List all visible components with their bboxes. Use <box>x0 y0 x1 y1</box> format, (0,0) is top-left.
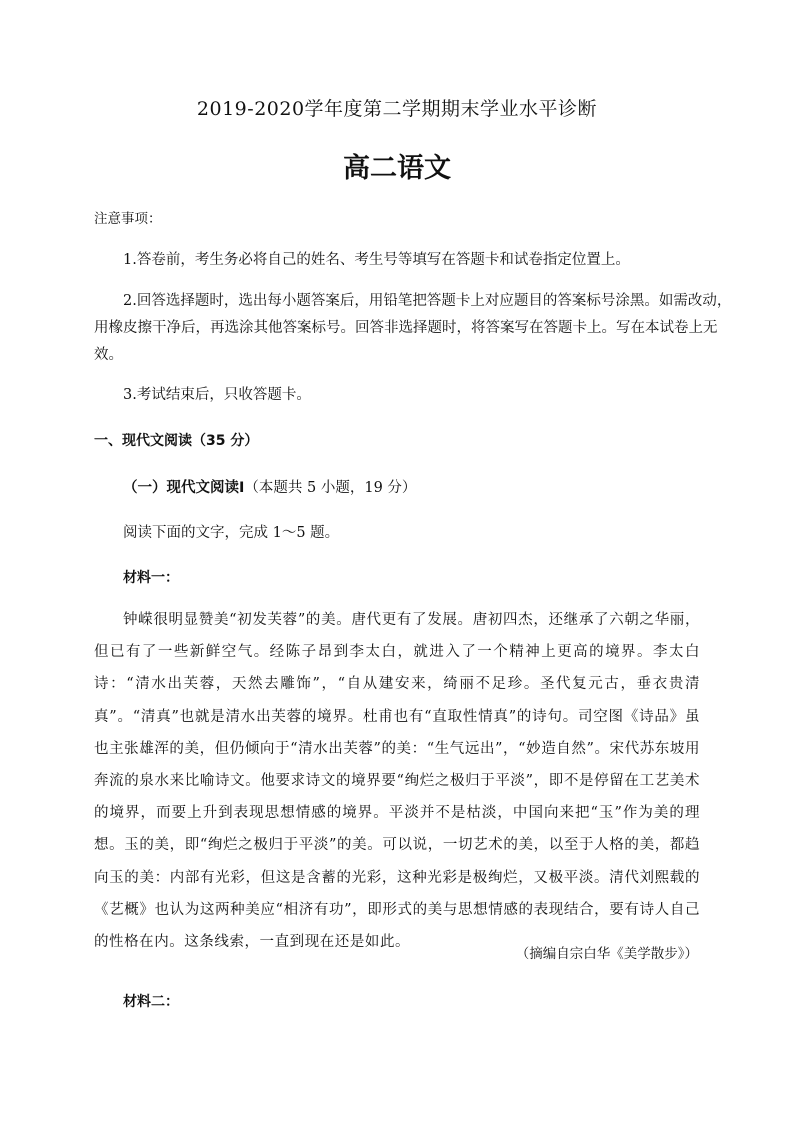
note-item-1: 1.答卷前，考生务必将自己的姓名、考生号等填写在答题卡和试卷指定位置上。 <box>123 252 630 268</box>
material-1-label: 材料一： <box>123 570 179 586</box>
notes-label: 注意事项： <box>94 211 162 227</box>
reading-instruction: 阅读下面的文字，完成 1～5 题。 <box>123 525 340 541</box>
exam-subject: 高二语文 <box>343 153 451 184</box>
note-item-2-line-3: 效。 <box>94 347 123 363</box>
section-heading: 一、现代文阅读（35 分） <box>94 433 259 449</box>
sub-section-title: （一）现代文阅读Ⅰ <box>123 480 245 496</box>
sub-section-note: （本题共 5 小题，19 分） <box>244 480 417 496</box>
exam-title: 2019-2020学年度第二学期期末学业水平诊断 <box>196 98 598 120</box>
sub-section-heading <box>123 476 416 497</box>
note-item-2-line-1: 2.回答选择题时，选出每小题答案后，用铅笔把答题卡上对应题目的答案标号涂黑。如需改动， <box>123 293 732 309</box>
note-item-2-line-2: 用橡皮擦干净后，再选涂其他答案标号。回答非选择题时，将答案写在答题卡上。写在本试卷上无 <box>94 320 718 336</box>
material-2-label: 材料二： <box>123 994 179 1010</box>
note-item-3: 3.考试结束后，只收答题卡。 <box>123 387 311 403</box>
material-1-source: （摘编自宗白华《美学散步》） <box>515 946 698 962</box>
material-1-text: 钟嵘很明显赞美“初发芙蓉”的美。唐代更有了发展。唐初四杰，还继承了六朝之华丽，但已有了一些新鲜空气。经陈子昂到李太白，就进入了一个精神上更高的境界。李太白诗：“清水出芙蓉，天然去雕饰”，“自从建安来，绮丽不足珍。圣代复元古，垂衣贵清真”。“清真”也就是清水出芙蓉的境界。杜甫也有“直取性情真”的诗句。司空图《诗品》虽也主张雄浑的美，但仍倾向于“清水出芙蓉”的美：“生气远出”，“妙造自然”。宋代苏东坡用奔流的泉水来比喻诗文。他要求诗文的境界要“绚烂之极归于平淡”，即不是停留在工艺美术的境界，而要上升到表现思想情感的境界。平淡并不是枯淡，中国向来把“玉”作为美的理想。玉的美，即“绚烂之极归于平淡”的美。可以说，一切艺术的美，以至于人格的美，都趋向玉的美：内部有光彩，但这是含蓄的光彩，这种光彩是极绚烂，又极平淡。清代刘熙载的《艺概》也认为这两种美应“相济有功”，即形式的美与思想情感的表现结合，要有诗人自己的性格在内。这条线索，一直到现在还是如此。 <box>94 612 700 951</box>
